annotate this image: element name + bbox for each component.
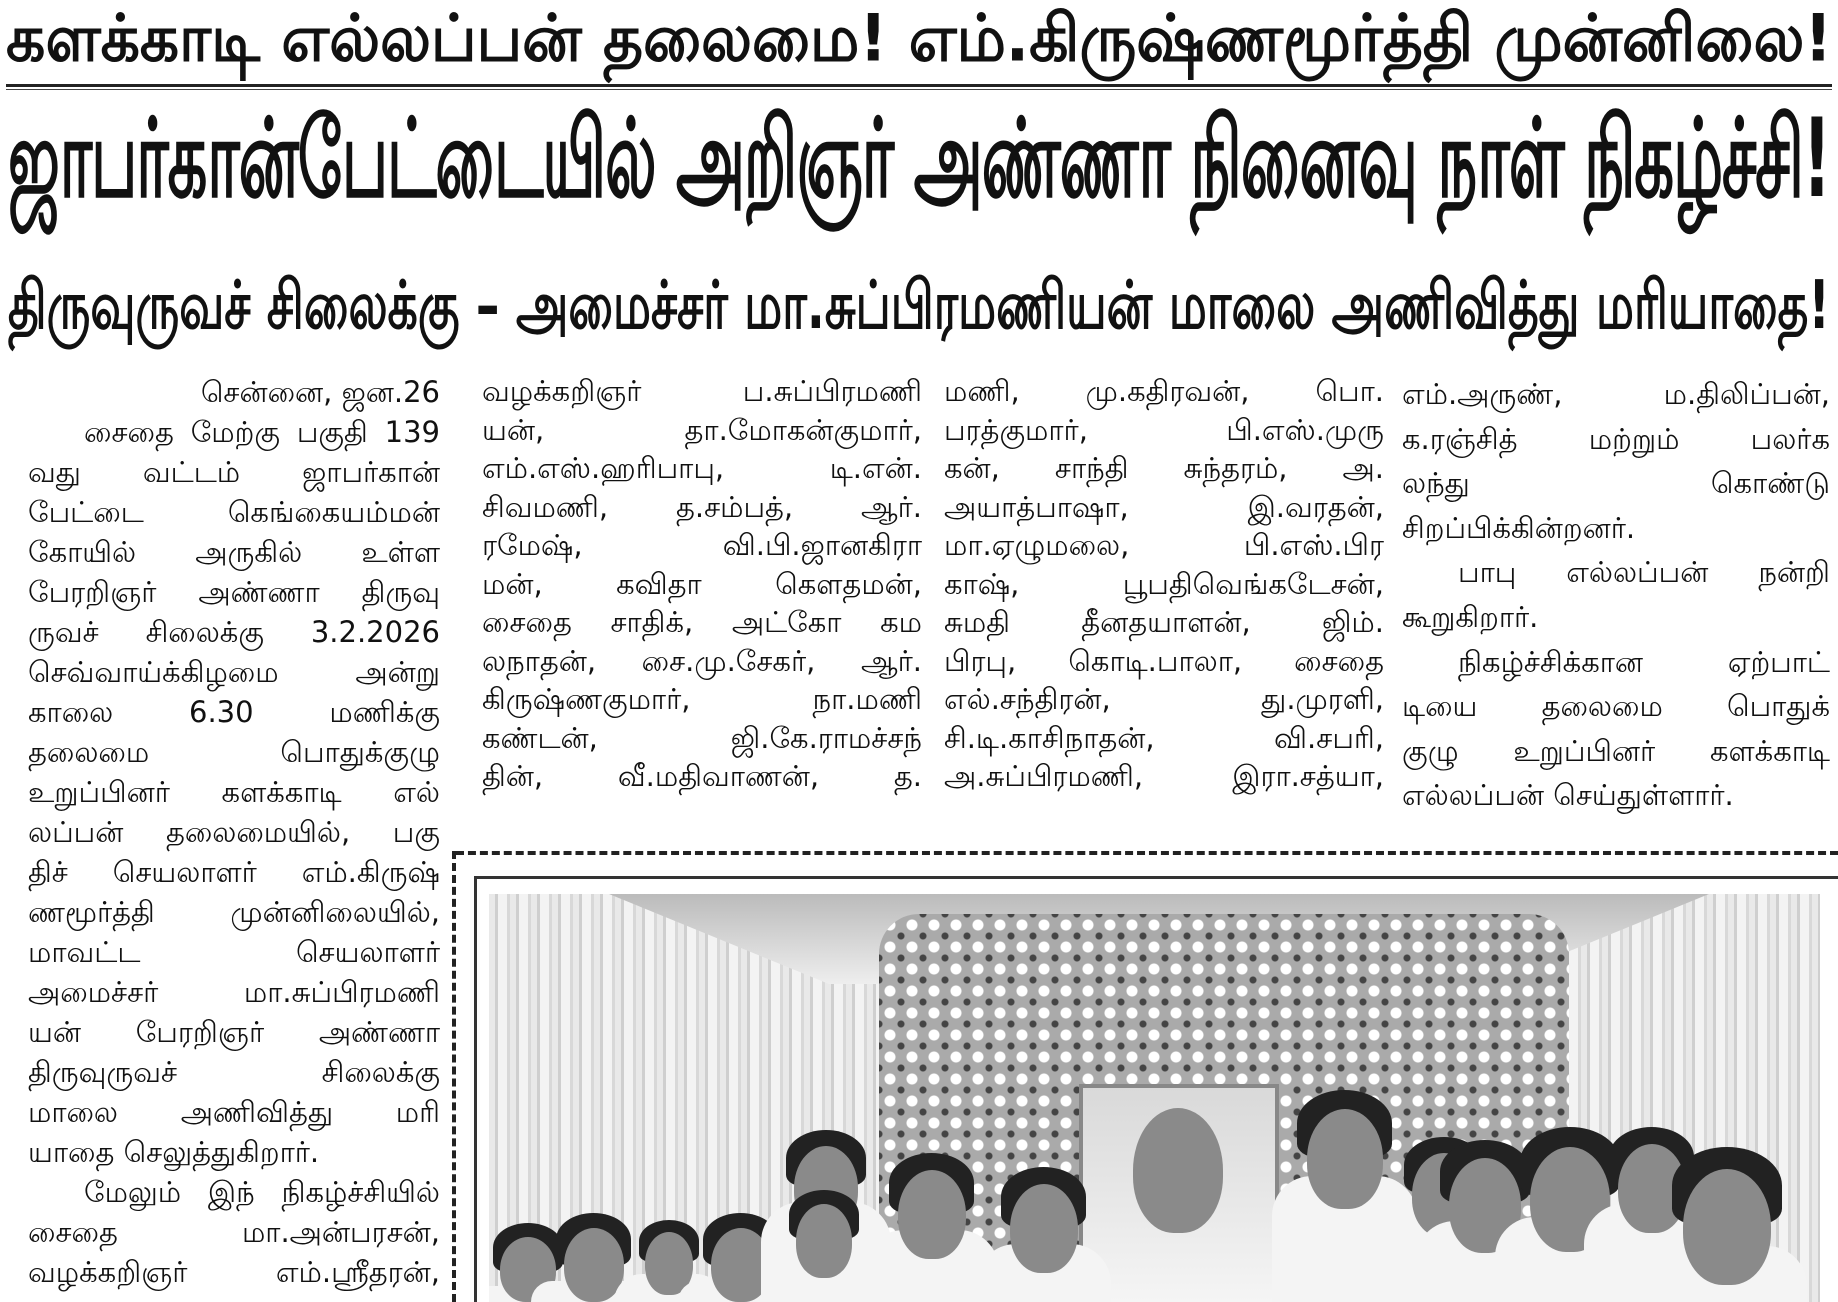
body-text-line: எம்.அருண், ம.திலிப்பன், xyxy=(1402,377,1830,411)
body-text-line: காலை 6.30 மணிக்கு xyxy=(28,695,440,729)
body-column-4 xyxy=(1402,372,1830,818)
body-text-line: ருவச் சிலைக்கு 3.2.2026 xyxy=(28,615,440,649)
photo-dashed-border-top xyxy=(456,851,1838,855)
photo-person-face xyxy=(1010,1184,1078,1273)
body-text-line: வது வட்டம் ஜாபர்கான் xyxy=(28,455,440,489)
body-text-line: க.ரஞ்சித் மற்றும் பலர்க xyxy=(1402,421,1830,456)
photo-portrait-frame xyxy=(1079,1084,1279,1302)
body-text-line: எம்.எஸ்.ஹரிபாபு, டி.என். xyxy=(482,451,922,485)
body-text-line: லநாதன், சை.மு.சேகர், ஆர். xyxy=(482,643,922,678)
body-text-line: சி.டி.காசிநாதன், வி.சபரி, xyxy=(944,720,1384,755)
photo-person-face xyxy=(1683,1169,1771,1285)
photo-person-face xyxy=(898,1170,966,1259)
body-text-line: எல்.சந்திரன், து.முரளி, xyxy=(944,682,1384,716)
body-text-line: சைதை மா.அன்பரசன், xyxy=(28,1215,440,1249)
body-text-line: டியை தலைமை பொதுக் xyxy=(1402,689,1830,724)
body-text-line: அமைச்சர் மா.சுப்பிரமணி xyxy=(28,975,440,1009)
dateline: சென்னை, ஜன.26 xyxy=(200,375,440,409)
body-text-line: எல்லப்பன் செய்துள்ளார். xyxy=(1402,778,1734,813)
event-photo xyxy=(489,894,1820,1302)
body-text-line: சிவமணி, த.சம்பத், ஆர். xyxy=(482,489,922,524)
body-text-line: மேலும் இந் நிகழ்ச்சியில் xyxy=(84,1175,440,1209)
body-text-line: ரமேஷ், வி.பி.ஜானகிரா xyxy=(482,528,922,562)
body-text-line: தின், வீ.மதிவாணன், த. xyxy=(482,759,922,793)
body-text-line: வழக்கறிஞர் ப.சுப்பிரமணி xyxy=(482,374,922,408)
body-text-line: கூறுகிறார். xyxy=(1402,599,1539,634)
photo-person-face xyxy=(1307,1109,1383,1209)
body-text-line: சிறப்பிக்கின்றனர். xyxy=(1402,510,1636,545)
body-text-line: வழக்கறிஞர் எம்.ஸ்ரீதரன், xyxy=(28,1255,440,1289)
photo-person-face xyxy=(564,1228,624,1302)
body-text-line: லந்து கொண்டு xyxy=(1402,466,1830,501)
body-text-line: பேரறிஞர் அண்ணா திருவு xyxy=(28,575,440,609)
body-text-line: செவ்வாய்க்கிழமை அன்று xyxy=(28,655,440,689)
body-text-line: லப்பன் தலைமையில், பகு xyxy=(28,815,440,849)
body-text-line: ணமூர்த்தி முன்னிலையில், xyxy=(28,895,440,929)
body-text-line: நிகழ்ச்சிக்கான ஏற்பாட் xyxy=(1458,644,1830,679)
subheadline: திருவுருவச் சிலைக்கு – அமைச்சர் மா.சுப்பிரமணியன் மாலை அணிவித்து மரியாதை! xyxy=(8,266,1830,344)
body-text-line: பிரபு, கொடி.பாலா, சைதை xyxy=(944,643,1384,678)
photo-person-face xyxy=(796,1204,852,1278)
body-text-line: யன் பேரறிஞர் அண்ணா xyxy=(28,1015,440,1049)
body-text-line: குழு உறுப்பினர் களக்காடி xyxy=(1402,733,1830,768)
body-text-line: பாபு எல்லப்பன் நன்றி xyxy=(1458,555,1830,590)
body-text-line: சுமதி தீனதயாளன், ஜிம். xyxy=(944,605,1384,639)
body-text-line: கன், சாந்தி சுந்தரம், அ. xyxy=(944,451,1384,485)
main-headline: ஜாபர்கான்பேட்டையில் அறிஞர் அண்ணா நினைவு நாள் நிகழ்ச்சி! xyxy=(8,94,1831,222)
body-text-line: மா.ஏழுமலை, பி.எஸ்.பிர xyxy=(944,528,1384,562)
body-text-line: மன், கவிதா கௌதமன், xyxy=(482,566,922,601)
body-text-line: கண்டன், ஜி.கே.ராமச்சந் xyxy=(482,720,922,755)
body-text-line: யன், தா.மோகன்குமார், xyxy=(482,412,922,447)
body-text-line: அயாத்பாஷா, இ.வரதன், xyxy=(944,489,1384,524)
photo-dashed-border-left xyxy=(452,851,456,1302)
body-column-1 xyxy=(28,372,440,1292)
body-column-3 xyxy=(944,372,1384,796)
body-text-line: யாதை செலுத்துகிறார். xyxy=(28,1135,320,1169)
body-text-line: பேட்டை கெங்கையம்மன் xyxy=(28,495,440,529)
body-text-line: கிருஷ்ணகுமார், நா.மணி xyxy=(482,682,922,716)
body-text-line: சைதை சாதிக், அட்கோ கம xyxy=(482,605,922,639)
body-column-2 xyxy=(482,372,922,796)
body-text-line: சைதை மேற்கு பகுதி 139 xyxy=(84,415,440,449)
body-text-line: உறுப்பினர் களக்காடி எல் xyxy=(28,775,440,809)
body-text-line: பரத்குமார், பி.எஸ்.முரு xyxy=(944,412,1384,447)
body-text-line: அ.சுப்பிரமணி, இரா.சத்யா, xyxy=(944,759,1384,793)
body-text-line: காஷ், பூபதிவெங்கடேசன், xyxy=(944,566,1384,601)
body-text-line: மாலை அணிவித்து மரி xyxy=(28,1095,440,1129)
body-text-line: தலைமை பொதுக்குழு xyxy=(28,735,440,769)
headline-rule xyxy=(6,84,1832,87)
kicker-headline: களக்காடி எல்லப்பன் தலைமை! எம்.கிருஷ்ணமூர்த்தி முன்னிலை! xyxy=(6,0,1833,76)
body-text-line: திச் செயலாளர் எம்.கிருஷ் xyxy=(28,855,440,889)
headline-rule-thin xyxy=(6,89,1832,90)
body-text-line: மாவட்ட செயலாளர் xyxy=(28,935,440,969)
body-text-line: திருவுருவச் சிலைக்கு xyxy=(28,1055,440,1089)
body-text-line: கோயில் அருகில் உள்ள xyxy=(28,535,440,569)
body-text-line: மணி, மு.கதிரவன், பொ. xyxy=(944,374,1384,408)
